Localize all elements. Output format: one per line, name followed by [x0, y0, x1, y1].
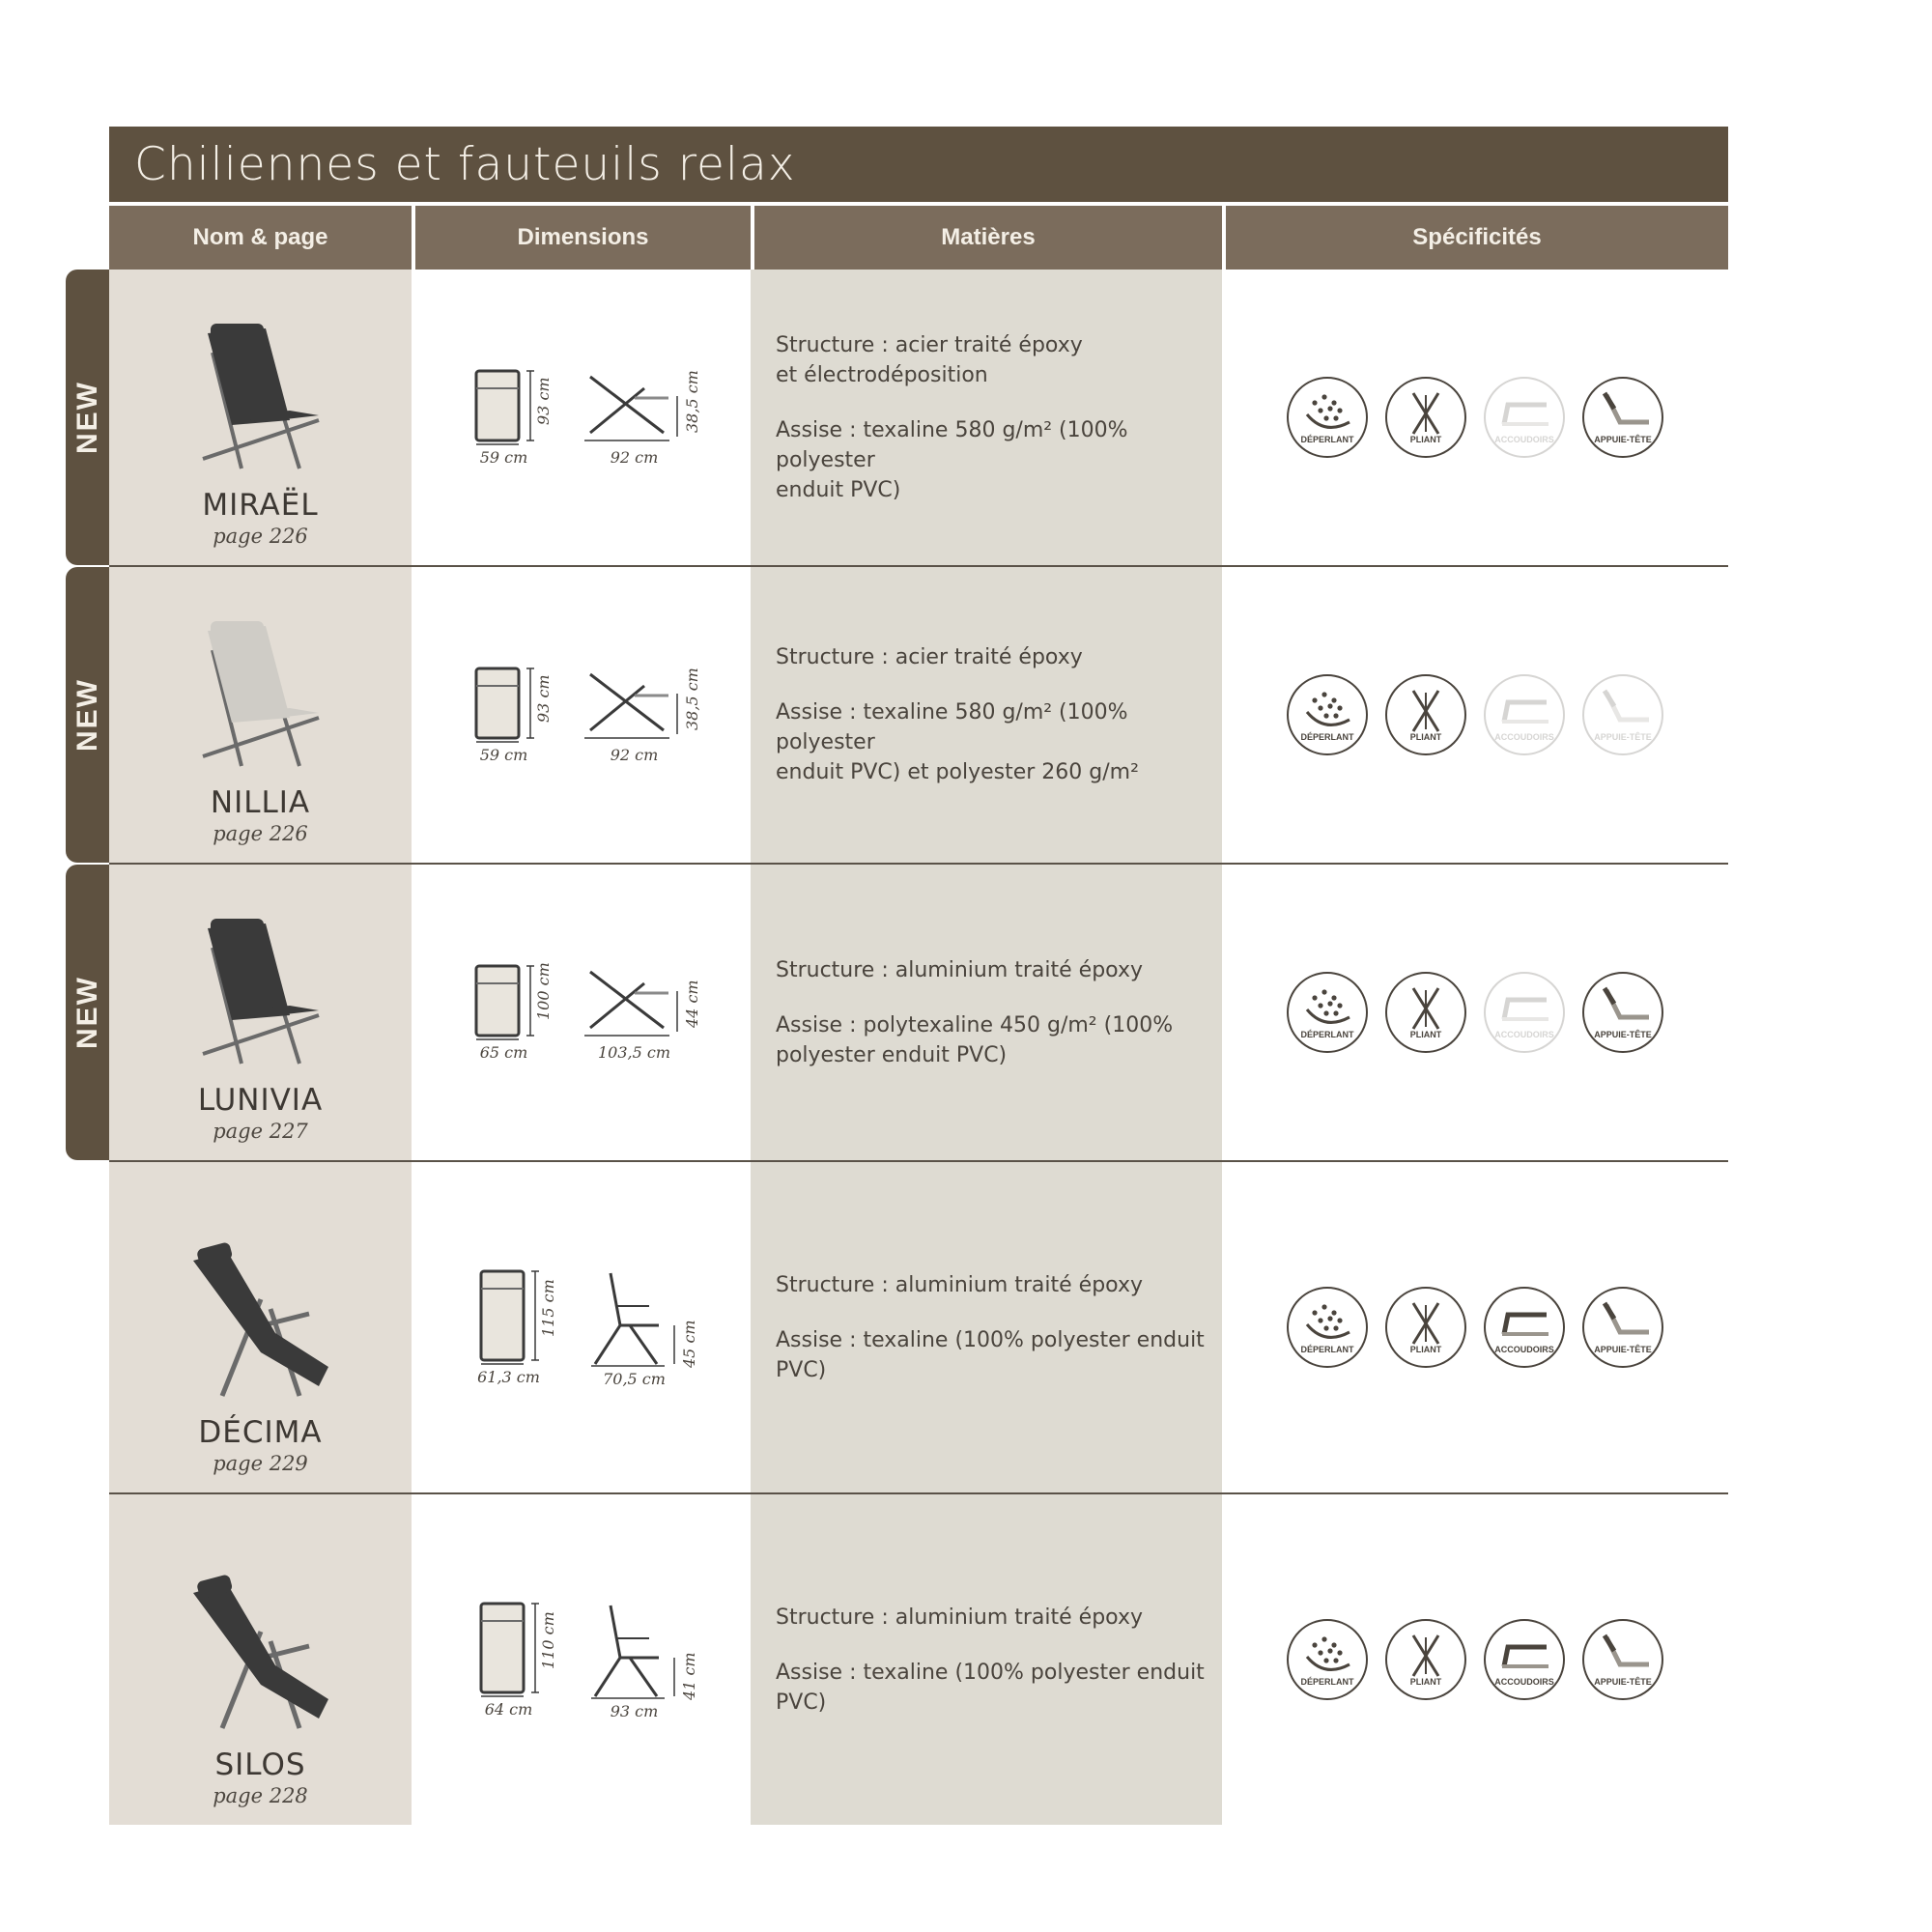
headrest-badge [1581, 376, 1664, 459]
folded-dimension [470, 961, 553, 1062]
badge-label: APPUIE-TÊTE [1594, 732, 1652, 742]
new-label: NEW [71, 381, 103, 454]
open-width-label: 92 cm [610, 745, 659, 764]
headrest-badge [1581, 1286, 1664, 1369]
new-label: NEW [71, 976, 103, 1049]
product-name-cell [109, 567, 412, 863]
column-header-name: Nom & page [109, 206, 412, 270]
armrest-badge [1483, 1286, 1566, 1369]
materials-cell [751, 865, 1222, 1160]
badge-label: PLIANT [1409, 1345, 1442, 1354]
headrest-badge [1581, 673, 1664, 756]
chair-image [184, 314, 338, 478]
product-name: NILLIA [210, 785, 311, 820]
chair-image [184, 1241, 338, 1406]
materials-cell [751, 1162, 1222, 1492]
material-structure: Structure : aluminium traité époxy [776, 1272, 1143, 1297]
product-page: page 226 [213, 525, 308, 548]
open-height-label: 38,5 cm [682, 667, 701, 730]
product-name-cell [109, 1162, 412, 1492]
product-name-cell [109, 270, 412, 565]
badge-label: ACCOUDOIRS [1494, 435, 1554, 444]
badge-label: ACCOUDOIRS [1494, 732, 1554, 742]
product-row [71, 865, 1728, 1162]
open-dimension-drawing [577, 667, 693, 744]
folded-height-label: 93 cm [533, 673, 553, 723]
column-header-materials: Matières [751, 206, 1222, 270]
open-dimension-drawing [582, 1600, 688, 1700]
water-repellent-badge [1286, 1286, 1369, 1369]
product-name: MIRAËL [202, 488, 319, 523]
material-structure: Structure : acier traité époxy [776, 645, 1083, 669]
armrest-badge [1483, 1618, 1566, 1701]
specs-cell [1222, 1162, 1728, 1492]
chair-image [184, 909, 338, 1073]
specs-cell [1222, 865, 1728, 1160]
page-title: Chiliennes et fauteuils relax [109, 127, 1728, 202]
specs-cell [1222, 567, 1728, 863]
open-dimension [577, 964, 701, 1062]
water-repellent-badge [1286, 1618, 1369, 1701]
specs-cell [1222, 270, 1728, 565]
product-page: page 227 [213, 1120, 308, 1143]
column-header-dimensions: Dimensions [412, 206, 751, 270]
chair-image [184, 611, 338, 776]
armrest-badge [1483, 971, 1566, 1054]
product-row [109, 1162, 1728, 1494]
new-tab [66, 270, 109, 565]
material-seat: Assise : texaline 580 g/m² (100% polyester enduit PVC) [776, 417, 1128, 502]
badge-label: APPUIE-TÊTE [1594, 435, 1652, 444]
open-height-label: 44 cm [682, 979, 701, 1028]
badge-label: ACCOUDOIRS [1494, 1345, 1554, 1354]
badge-label: DÉPERLANT [1300, 435, 1354, 444]
folded-height-label: 115 cm [538, 1278, 557, 1337]
product-page: page 226 [213, 822, 308, 845]
badge-label: PLIANT [1409, 732, 1442, 742]
column-header-specs: Spécificités [1222, 206, 1728, 270]
product-rows [71, 270, 1728, 1825]
badge-label: DÉPERLANT [1300, 1677, 1354, 1687]
materials-cell [751, 270, 1222, 565]
open-dimension-drawing [582, 1267, 688, 1368]
folded-height-label: 100 cm [533, 961, 553, 1020]
open-dimension-drawing [577, 964, 693, 1041]
new-tab [66, 865, 109, 1160]
folding-badge [1384, 376, 1467, 459]
product-name: SILOS [214, 1747, 306, 1782]
armrest-badge [1483, 376, 1566, 459]
materials-cell [751, 1494, 1222, 1825]
material-seat: Assise : polytexaline 450 g/m² (100% polyester enduit PVC) [776, 1012, 1174, 1067]
product-name-cell [109, 1494, 412, 1825]
dimensions-cell [412, 270, 751, 565]
headrest-badge [1581, 1618, 1664, 1701]
dimensions-cell [412, 567, 751, 863]
folded-dimension-drawing [470, 369, 538, 446]
catalog-table [71, 127, 1728, 1825]
chair-image [184, 1574, 338, 1738]
product-row [71, 270, 1728, 567]
folded-dimension [470, 667, 553, 764]
badge-label: PLIANT [1409, 1677, 1442, 1687]
folding-badge [1384, 971, 1467, 1054]
badge-label: ACCOUDOIRS [1494, 1677, 1554, 1687]
open-width-label: 103,5 cm [597, 1042, 671, 1062]
armrest-badge [1483, 673, 1566, 756]
material-structure: Structure : aluminium traité époxy [776, 1605, 1143, 1630]
material-seat: Assise : texaline 580 g/m² (100% polyester enduit PVC) et polyester 260 g/m² [776, 700, 1139, 784]
open-dimension [577, 369, 701, 467]
new-tab [66, 567, 109, 863]
new-label: NEW [71, 678, 103, 752]
open-width-label: 70,5 cm [603, 1369, 666, 1388]
material-structure: Structure : acier traité époxy et électrodéposition [776, 332, 1083, 387]
material-seat: Assise : texaline (100% polyester enduit PVC) [776, 1327, 1205, 1382]
water-repellent-badge [1286, 376, 1369, 459]
water-repellent-badge [1286, 971, 1369, 1054]
specs-cell [1222, 1494, 1728, 1825]
dimensions-cell [412, 1494, 751, 1825]
folded-height-label: 93 cm [533, 376, 553, 425]
folding-badge [1384, 673, 1467, 756]
product-row [71, 567, 1728, 865]
open-height-label: 41 cm [679, 1651, 698, 1700]
folded-width-label: 61,3 cm [477, 1367, 540, 1386]
badge-label: DÉPERLANT [1300, 1030, 1354, 1039]
product-row [109, 1494, 1728, 1825]
folding-badge [1384, 1286, 1467, 1369]
open-width-label: 93 cm [610, 1701, 659, 1720]
badge-label: PLIANT [1409, 435, 1442, 444]
badge-label: DÉPERLANT [1300, 732, 1354, 742]
folded-width-label: 65 cm [479, 1042, 528, 1062]
folded-width-label: 59 cm [479, 447, 528, 467]
folded-dimension-drawing [470, 964, 538, 1041]
headrest-badge [1581, 971, 1664, 1054]
material-structure: Structure : aluminium traité époxy [776, 957, 1143, 982]
folded-dimension-drawing [475, 1602, 543, 1698]
open-width-label: 92 cm [610, 447, 659, 467]
folded-dimension-drawing [475, 1269, 543, 1366]
open-height-label: 45 cm [679, 1319, 698, 1368]
dimensions-cell [412, 1162, 751, 1492]
folded-width-label: 59 cm [479, 745, 528, 764]
water-repellent-badge [1286, 673, 1369, 756]
product-page: page 229 [213, 1452, 308, 1475]
materials-cell [751, 567, 1222, 863]
badge-label: APPUIE-TÊTE [1594, 1677, 1652, 1687]
product-name: DÉCIMA [198, 1415, 323, 1450]
product-name: LUNIVIA [197, 1083, 324, 1118]
badge-label: PLIANT [1409, 1030, 1442, 1039]
badge-label: DÉPERLANT [1300, 1345, 1354, 1354]
folding-badge [1384, 1618, 1467, 1701]
material-seat: Assise : texaline (100% polyester enduit PVC) [776, 1660, 1205, 1715]
folded-dimension [470, 369, 553, 467]
folded-width-label: 64 cm [484, 1699, 533, 1719]
badge-label: ACCOUDOIRS [1494, 1030, 1554, 1039]
open-dimension [582, 1600, 698, 1720]
badge-label: APPUIE-TÊTE [1594, 1345, 1652, 1354]
badge-label: APPUIE-TÊTE [1594, 1030, 1652, 1039]
product-name-cell [109, 865, 412, 1160]
product-page: page 228 [213, 1784, 308, 1807]
open-dimension [582, 1267, 698, 1388]
folded-dimension-drawing [470, 667, 538, 744]
table-header [109, 206, 1728, 270]
open-height-label: 38,5 cm [682, 369, 701, 433]
folded-dimension [475, 1602, 557, 1719]
dimensions-cell [412, 865, 751, 1160]
open-dimension [577, 667, 701, 764]
folded-dimension [475, 1269, 557, 1386]
open-dimension-drawing [577, 369, 693, 446]
folded-height-label: 110 cm [538, 1610, 557, 1669]
